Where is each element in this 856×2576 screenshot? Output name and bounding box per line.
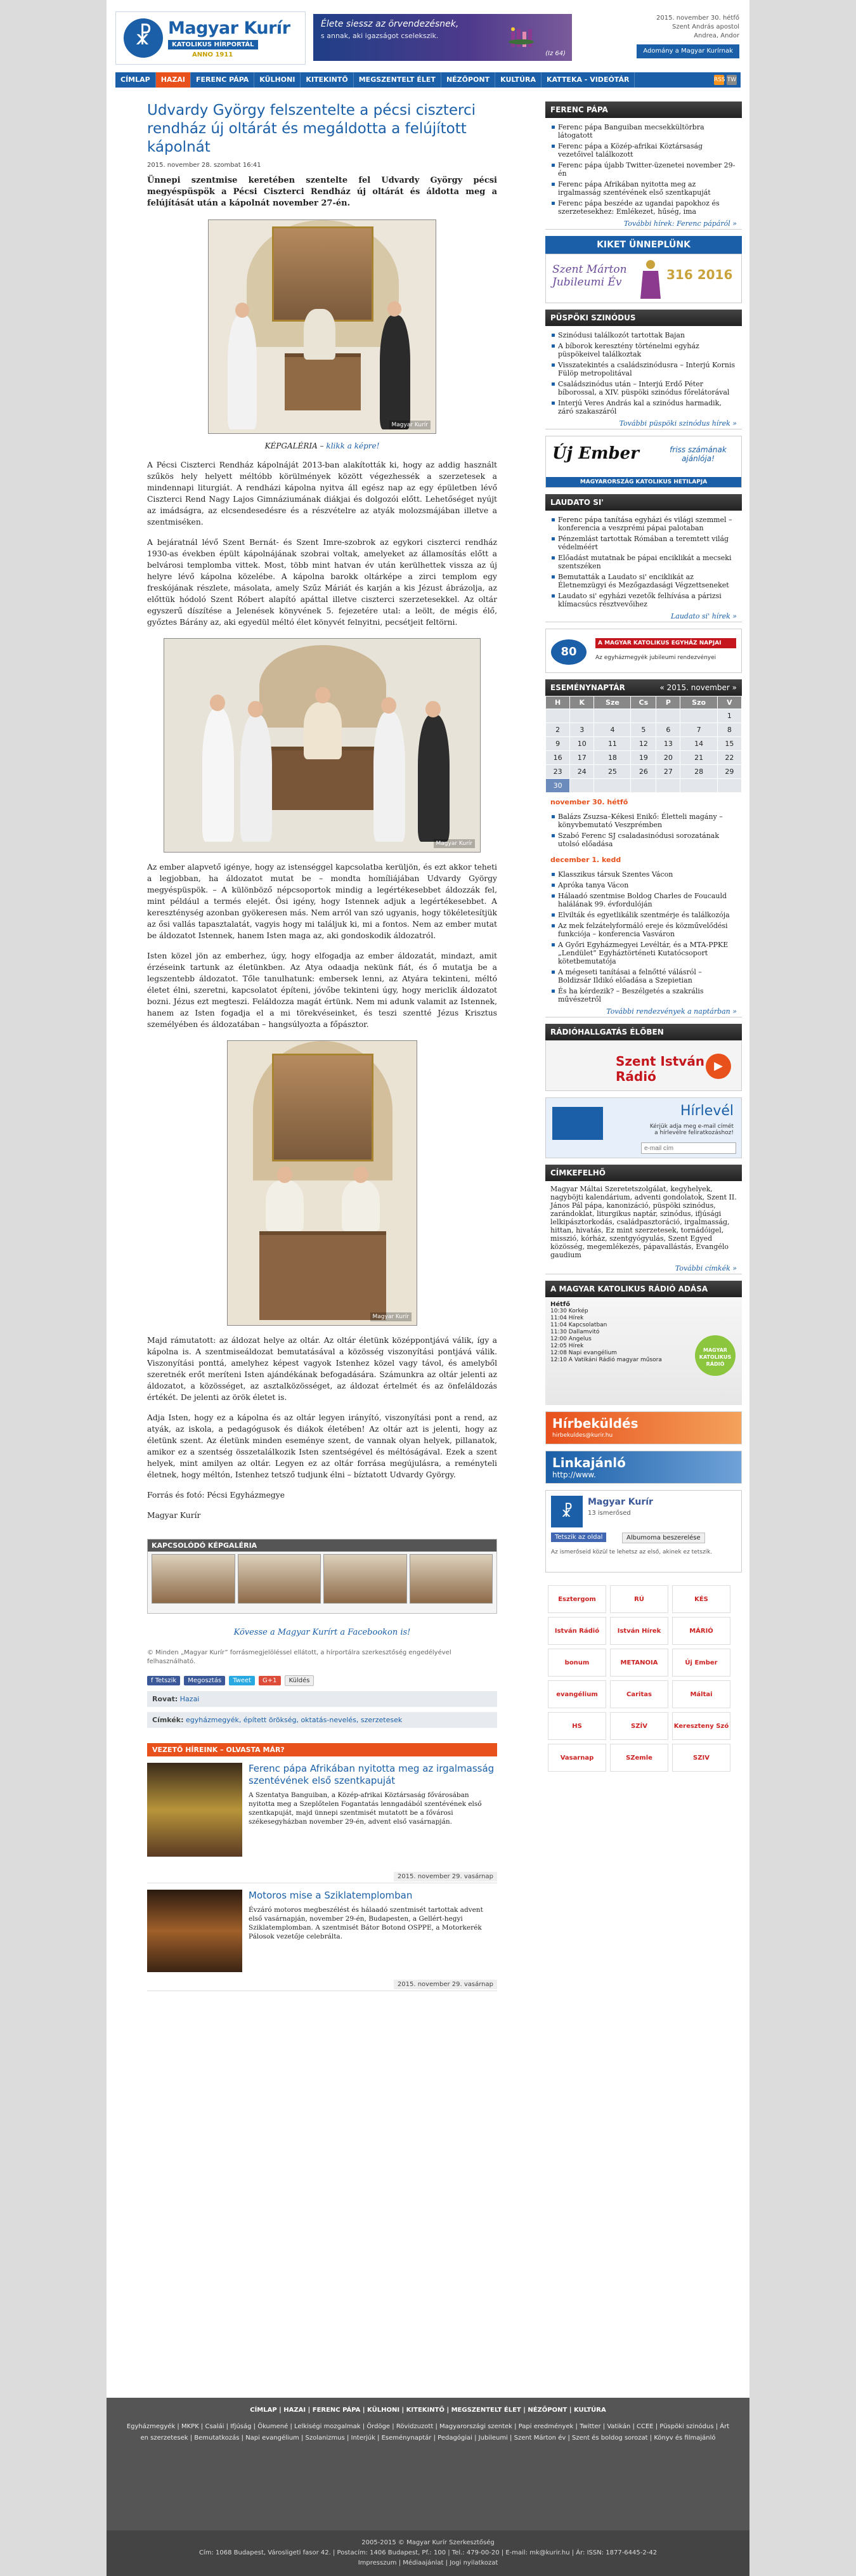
calendar-weekday: K: [570, 696, 594, 709]
share-bar: [147, 1675, 497, 1686]
event-calendar: [545, 679, 742, 1017]
link-recommend-url: http://www.: [552, 1470, 596, 1479]
partner-logo[interactable]: MÁRIÓ: [672, 1617, 730, 1645]
partner-logo[interactable]: bonum: [548, 1649, 606, 1677]
list-item[interactable]: Interjú Veres András kal a szinódus harmadik, záró szakaszáról: [550, 398, 737, 417]
laudato-list: [545, 511, 742, 611]
calendar-day[interactable]: 28: [680, 765, 717, 779]
newsletter-box: [545, 1097, 742, 1158]
partner-logo[interactable]: SZIV: [672, 1744, 730, 1772]
calendar-day[interactable]: 1: [717, 709, 741, 723]
rovat-box: [147, 1691, 497, 1707]
laudato-box: [545, 494, 742, 622]
chi-rho-icon: ☧: [124, 18, 163, 58]
list-item[interactable]: Előadást mutatnak be pápai enciklikát a mecseki szentszéken: [550, 552, 737, 572]
related-image[interactable]: [147, 1763, 242, 1857]
calendar-weekday: Szo: [680, 696, 717, 709]
article-photo-2[interactable]: [164, 638, 481, 853]
article-photo-3[interactable]: [227, 1040, 417, 1326]
calendar-day[interactable]: 18: [594, 751, 631, 765]
photo-watermark: Magyar Kurír: [434, 839, 475, 848]
list-item[interactable]: Bemutatták a Laudato si' enciklikát az Életnemzügyi és Mezőgazdasági Végzettseneket: [550, 572, 737, 591]
schedule-day: Hétfő: [550, 1301, 571, 1308]
newsletter-sub: Kérjük adja meg e-mail címét a hírlevélre feliratkozáshoz!: [649, 1123, 734, 1136]
fb-likes: 13 ismerősed: [588, 1510, 631, 1517]
calendar-day: [631, 709, 656, 723]
partner-logo[interactable]: SZemle: [610, 1744, 668, 1772]
calendar-day[interactable]: 5: [631, 723, 656, 737]
paragraph-2: A bejáratnál lévő Szent Bernát- és Szent Imre-szobrok az egykori ciszterci rendház 1930-as években épült kápolnájának szobrai voltak, amelyeket az államosítás előtt a belvárosi templomba vittek. Most, több mint hatvan év után kerülhettek vissza az új helyre lévő kápolna közelébe. A kápolna barokk oltárképe a zirci templom egy freskójának részlete, másolata, amely Szűz Máriát és karján a kis Jézust ábrázolja, az előttük hódoló Szent Róbert alapító apáttal illetve ciszterci szerzetesekkel. Az oltár egyszerű díszítése a Jelenések könyvének 5. fejezetére utal: a leölt, de mégis élő, győztes Bárány az, aki egyedül méltó élet könyvét felnyitni, pecsétjeit feltörni.: [147, 538, 497, 627]
partner-logo[interactable]: Kereszteny Szó: [672, 1712, 730, 1740]
calendar-day: [717, 779, 741, 793]
puspoki-box: [545, 310, 742, 429]
schedule-line: 11:30 Dallamvitó: [550, 1329, 600, 1335]
schedule-line: 10:30 Korkép: [550, 1308, 588, 1314]
article-column: [147, 101, 497, 1991]
event-day-heading: november 30. hétfő: [550, 798, 628, 806]
footer-copyright: 2005-2015 © Magyar Kurír Szerkesztőség: [361, 2539, 495, 2546]
event-item[interactable]: Elvilták és egyetlikálik szentmérje és találkozója: [550, 910, 737, 920]
event-item[interactable]: És ha kérdezik? – Beszélgetés a szakrális művészetről: [550, 986, 737, 1005]
partner-logo[interactable]: HS: [548, 1712, 606, 1740]
calendar-day[interactable]: 6: [656, 723, 680, 737]
more-link[interactable]: További címkék »: [545, 1263, 742, 1274]
partner-logo[interactable]: METANOIA: [610, 1649, 668, 1677]
fb-share-button[interactable]: Albumoma beszerelése: [622, 1533, 705, 1543]
article-source: Forrás és fotó: Pécsi Egyházmegye: [147, 1491, 285, 1500]
nav-item-hazai[interactable]: HAZAI: [156, 72, 191, 88]
schedule-line: 12:05 Hírek: [550, 1343, 584, 1349]
calendar-day[interactable]: 4: [594, 723, 631, 737]
fb-note: Az ismerőseid közül te lehetsz az első, akinek ez tetszik.: [551, 1549, 713, 1555]
gallery-thumb[interactable]: [238, 1554, 321, 1604]
nav-item-nezopont[interactable]: NÉZŐPONT: [441, 72, 495, 88]
nav-item-kultura[interactable]: KULTÚRA: [495, 72, 541, 88]
logo-anno: ANNO 1911: [192, 51, 233, 58]
calendar-day[interactable]: 15: [717, 737, 741, 751]
calendar-day: [570, 779, 594, 793]
event-item[interactable]: Az mek felzátelyformáló ereje és közművelődési funkciója – konferencia Vasváron: [550, 920, 737, 939]
calendar-day: [656, 779, 680, 793]
nav-feeds: [714, 72, 741, 88]
radio-schedule-box: [545, 1281, 742, 1405]
advent-candles-icon: [509, 20, 534, 49]
gallery-title: KAPCSOLÓDÓ KÉPGALÉRIA: [148, 1540, 496, 1552]
event-item[interactable]: A mégeseti tanításai a felnőtté válásról – Boldizsár Ildikó előadása a Szepietian: [550, 967, 737, 986]
partner-logo[interactable]: Caritas: [610, 1680, 668, 1708]
ferenc-list: [545, 118, 742, 218]
footer-nav[interactable]: CÍMLAP | HAZAI | FERENC PÁPA | KÜLHONI | KITEKINTŐ | MEGSZENTELT ÉLET | NÉZŐPONT | KULTÚRA: [250, 2407, 606, 2414]
calendar-day: [656, 709, 680, 723]
gallery-thumbs: [148, 1552, 496, 1606]
current-date: 2015. november 30. hétfő: [656, 15, 739, 22]
news-submit-title: Hírbeküldés: [552, 1416, 639, 1431]
paragraph-6: Adja Isten, hogy ez a kápolna és az oltár legyen irányító, viszonyítási pont a rend, az atyák, az iskola, a pedagógusok és diákok életében! Az oltár azt is jelenti, hogy az életünk szent. Az életünk minden eseménye szent, de vannak olyan helyek, pillanatok, amikor ez a szentség összetalálkozik Isten szentségével és méltóságával. Ezek a szent helyek, mint amilyen az oltár. Legyen ez az oltár forrása megújulásra, a reményteli életnek, hogy méltón, Istenhez tetsző tudjunk élni – bíztatott Udvardy György.: [147, 1413, 497, 1479]
nav-item-megszentelt-elet[interactable]: MEGSZENTELT ÉLET: [354, 72, 441, 88]
google-plus-button[interactable]: G+1: [259, 1676, 281, 1685]
calendar-day[interactable]: 20: [656, 751, 680, 765]
caption-link[interactable]: klikk a képre!: [326, 441, 380, 450]
box-title: CÍMKEFELHŐ: [545, 1165, 742, 1181]
banner-line2: s annak, aki igazságot cselekszik.: [321, 32, 439, 40]
newsletter-title: Hírlevél: [680, 1103, 734, 1119]
facebook-follow-link[interactable]: Kövesse a Magyar Kurírt a Facebookon is!: [233, 1628, 411, 1637]
event-item[interactable]: Szabó Ferenc SJ csaladasinódusi sorozatának utolsó előadása: [550, 830, 737, 849]
photo-watermark: Magyar Kurír: [370, 1312, 412, 1321]
donate-button[interactable]: Adomány a Magyar Kurírnak: [637, 44, 739, 58]
box-title: KIKET ÜNNEPLÜNK: [545, 236, 742, 254]
calendar-day[interactable]: 12: [631, 737, 656, 751]
related-title[interactable]: Ferenc pápa Afrikában nyitotta meg az irgalmasság szentévének első szentkapuját: [249, 1763, 495, 1786]
footer-links[interactable]: Egyházmegyék | MKPK | Csalái | Ifjúság | Ökumené | Lelkiségi mozgalmak | Ördöge | Rövidzuzott | Magyarországi szentek | Papi eredmények | Twitter | Vatikán | CCEE | Püspöki szinódus | Árt en szerzetesek | Bemutatkozás | Napi evangélium | Szolanizmus | Interjúk | Eseménynaptár | Pedagógiai | Jubileumi | Szent Márton év | Szent és boldog sorozat | Könyv és filmajánló: [126, 2423, 730, 2442]
calendar-day[interactable]: 16: [546, 751, 570, 765]
calendar-weekday: Cs: [631, 696, 656, 709]
list-item[interactable]: Ferenc pápa tanítása egyházi és világi szemmel – konferencia a veszprémi pápai palotaban: [550, 514, 737, 533]
box-title: FERENC PÁPA: [545, 101, 742, 118]
more-link[interactable]: További hírek: Ferenc pápáról »: [545, 218, 742, 230]
calendar-day[interactable]: 3: [570, 723, 594, 737]
calendar-day[interactable]: 27: [656, 765, 680, 779]
schedule-line: 11:04 Hírek: [550, 1315, 584, 1321]
article-date: 2015. november 28. szombat 16:41: [147, 162, 261, 169]
ad-number: 80: [551, 639, 587, 665]
gallery-thumb[interactable]: [323, 1554, 407, 1604]
event-day-heading: december 1. kedd: [550, 856, 621, 864]
fb-avatar[interactable]: ☧: [551, 1496, 583, 1527]
related-desc: Évzáró motoros megbeszélést és hálaadó szentmisét tartottak advent első vasárnapján, november 29-én, Budapesten, a Gellért-hegyi Sziklatemplomban. A szentmisét Bátor Botond OSPPE, a Motorkerék Pálosok vezetője celebrálta.: [249, 1906, 483, 1940]
calendar-header: [545, 679, 742, 696]
list-item[interactable]: Pénzemlást tartottak Rómában a teremtett világ védelméért: [550, 533, 737, 552]
related-desc: A Szentatya Banguiban, a Közép-afrikai Köztársaság fővárosában nyitotta meg a Szeplőtelen Fogantatás lenngadából szentévének első szentkapuját, majd ünnepi szentmisét mutatott be a fővárosi székesegyházban november 29-én, advent első vasárnapján.: [249, 1791, 482, 1826]
content-wrapper: [107, 0, 749, 2398]
event-item[interactable]: A Győri Egyházmegyei Levéltár, és a MTA-PPKE „Lendület” Egyháztörténeti Kutatócsoport kötetbemutatója: [550, 939, 737, 967]
footer-bottom: [107, 2530, 749, 2576]
puspoki-list: [545, 326, 742, 418]
main-nav: [115, 72, 741, 88]
calendar-day[interactable]: 13: [656, 737, 680, 751]
calendar-day[interactable]: 30: [546, 779, 570, 793]
article-title: Udvardy György felszentelte a pécsi ciszterci rendház új oltárát és megáldotta a felújított kápolnát: [147, 102, 476, 155]
newsletter-email-input[interactable]: [641, 1142, 736, 1154]
list-item[interactable]: Ferenc pápa Banguiban mecsekkültörbra látogatott: [550, 122, 737, 141]
radio-player[interactable]: [545, 1040, 742, 1091]
schedule-line: 12:00 Angelus: [550, 1336, 592, 1342]
news-submit-email: hirbekuldes@kurir.hu: [552, 1432, 613, 1439]
banner-text: Szent Márton Jubileumi Év: [552, 263, 627, 289]
more-link[interactable]: További rendezvények a naptárban »: [545, 1006, 742, 1017]
ad-sub: Az egyházmegyék jubileumi rendezvényei: [595, 655, 717, 661]
more-link[interactable]: Laudato si' hírek »: [545, 611, 742, 622]
calendar-day[interactable]: 17: [570, 751, 594, 765]
nav-item-kulhoni[interactable]: KÜLHONI: [254, 72, 301, 88]
schedule-line: 12:08 Napi evangélium: [550, 1350, 617, 1356]
site-logo[interactable]: [115, 11, 306, 65]
event-item[interactable]: Klasszikus társuk Szentes Vácon: [550, 869, 737, 880]
nav-item-ferenc-papa[interactable]: FERENC PÁPA: [191, 72, 254, 88]
nav-item-kitekinto[interactable]: KITEKINTŐ: [301, 72, 353, 88]
calendar-day[interactable]: 2: [546, 723, 570, 737]
rss-icon[interactable]: RSS: [714, 75, 724, 85]
calendar-grid: [545, 696, 742, 793]
list-item[interactable]: Szinódusi találkozót tartottak Bajan: [550, 330, 737, 341]
footer-impressum[interactable]: Impresszum | Médiaajánlat | Jogi nyilatkozat: [358, 2560, 498, 2566]
related-gallery: [147, 1539, 497, 1614]
calendar-day[interactable]: 14: [680, 737, 717, 751]
facebook-widget: [545, 1490, 742, 1572]
fb-like-button[interactable]: Tetszik az oldal: [551, 1533, 606, 1542]
rovat-link[interactable]: Hazai: [179, 1695, 200, 1703]
partner-logo[interactable]: Esztergom: [548, 1585, 606, 1613]
calendar-day[interactable]: 24: [570, 765, 594, 779]
nav-item-cimlap[interactable]: CÍMLAP: [115, 72, 156, 88]
ad-text: A MAGYAR KATOLIKUS EGYHÁZ NAPJAI: [595, 638, 736, 648]
list-item[interactable]: Ferenc pápa újabb Twitter-üzenetei november 29-én: [550, 160, 737, 179]
calendar-title: ESEMÉNYNAPTÁR: [550, 683, 625, 692]
caption-text: KÉPGALÉRIA –: [264, 441, 327, 450]
szent-marton-banner[interactable]: [545, 254, 742, 303]
event-item[interactable]: Balázs Zsuzsa–Kékesi Enikő: Életteli magány – könyvbemutató Veszprémben: [550, 811, 737, 830]
ujember-name: Új Ember: [552, 444, 639, 463]
calendar-day: [594, 709, 631, 723]
list-item[interactable]: Laudato si' egyházi vezetők felhívása a párizsi klímacsúcs résztvevőihez: [550, 591, 737, 610]
logo-name: Magyar Kurír: [168, 18, 290, 38]
banner-ref: (Iz 64): [545, 50, 566, 57]
related-title[interactable]: Motoros mise a Sziklatemplomban: [249, 1890, 413, 1901]
list-item[interactable]: Ferenc pápa Afrikában nyitotta meg az irgalmasság szentévének első szentkapuját: [550, 179, 737, 198]
paragraph-5: Majd rámutatott: az áldozat helye az oltár. Az oltár életünk középpontjává válik, így a kápolna is. A szentmiseáldozat bemutatásával a közösség viszonyítási pontjává válik. Viszonyítási ponttá, amelyhez képest vagyok Istenhez közel vagy távol, és amelyből szeretnék erőt meríteni Isten ajándékának befogadására. Számunkra az oltár jelenti az áldozatot, a közösséget, az asztalközösséget, az áldozat értelmét és az önfeláldozás értékét. De jelenti az örök életet is.: [147, 1336, 497, 1402]
calendar-day[interactable]: 19: [631, 751, 656, 765]
radio-name: Szent István Rádió: [616, 1054, 705, 1084]
ferenc-papa-box: [545, 101, 742, 230]
date-info: [637, 14, 739, 58]
calendar-day[interactable]: 9: [546, 737, 570, 751]
related-date: 2015. november 29. vasárnap: [394, 1980, 497, 1989]
list-item[interactable]: A bíborok keresztény történelmi egyház püspökeivel találkoztak: [550, 341, 737, 360]
more-link[interactable]: További püspöki szinódus hírek »: [545, 418, 742, 429]
paragraph-3: Az ember alapvető igénye, hogy az istenséggel kapcsolatba kerüljön, és ezt akkor teheti a legjobban, ha áldozatot mutat be – mondta homíliájában Udvardy György megyéspüspök. – A különböző népcsoportok mindig a legértékesebbet áldozzák fel, mint például a termés elejét. Ősi igény, hogy Istennek adjuk a legértékesebbet. A kereszténység azonban gyökeresen más. Nem arról van szó ugyanis, hogy tökéletesítjük az ősi vallás tapasztalatát, vagyis hogy mi találjuk ki, mi a fontos. Nem az ember mutat be áldozatot Istennek, hanem Isten maga az, aki gondoskodik áldozatról.: [147, 863, 497, 940]
event-item[interactable]: Apróka tanya Vácon: [550, 880, 737, 891]
ujember-sub: friss számának ajánlója!: [670, 445, 727, 463]
paragraph-4: Isten közel jön az emberhez, úgy, hogy elfogadja az ember áldozatát, mindazt, amit érzéseink tartunk az életünkben. Az Atya odaadja nekünk fiát, és ő mutatja be a legszentebb áldozatot. Tőle tanulhatunk: embersek lenni, az Atyára tekinteni, méltó életet élni, szeretni, kapcsolatot építeni, jóvőbe tekinteni úgy, hogy mericlik áldozatot bozni. Jézus ezt megteszi. Feláldozza magát értünk. Nem mi adunk valamit az Istennek, hanem az Isten fogadja el a mi törekvéseinket, és teszi szentté Jézus Krisztus személyében és áldozatában – hangsúlyozta a főpásztor.: [147, 951, 497, 1029]
radio-schedule: [545, 1297, 742, 1405]
rovat-label: Rovat:: [152, 1695, 178, 1703]
footer-address: Cím: 1068 Budapest, Városligeti fasor 42. | Postacím: 1406 Budapest, Pf.: 100 | Tel.: 479-00-20 | E-mail: mk@kurir.hu | Ár: ISSN: 1877-6445-2-42: [198, 2549, 658, 2556]
name-day: Szent András apostol: [672, 23, 739, 30]
calendar-day: [680, 779, 717, 793]
calendar-weekday: H: [546, 696, 570, 709]
calendar-day: [631, 779, 656, 793]
partner-logo[interactable]: Új Ember: [672, 1649, 730, 1677]
partner-logo[interactable]: evangélium: [548, 1680, 606, 1708]
advent-banner[interactable]: [313, 14, 572, 61]
copyright-note: © Minden „Magyar Kurír” forrásmegjelöléssel ellátott, a hírportálra szerkesztőség engedélyével felhasználható.: [147, 1649, 451, 1665]
box-title: RÁDIÓHALLGATÁS ÉLŐBEN: [545, 1024, 742, 1040]
partner-logo[interactable]: István Hírek: [610, 1617, 668, 1645]
sidebar: [545, 101, 742, 1778]
calendar-day: [680, 709, 717, 723]
calendar-weekday: Sze: [594, 696, 631, 709]
article-lead: Ünnepi szentmise keretében szentelte fel Udvardy György pécsi megyéspüspök a Pécsi Ciszterci Rendház új oltárát és áldotta meg a felújítását után a kápolnát november 27-én.: [147, 176, 497, 208]
site-header: [107, 0, 749, 71]
radio-badge[interactable]: MAGYAR KATOLIKUS RÁDIÓ: [695, 1335, 736, 1376]
ad-banner[interactable]: [545, 629, 742, 673]
partner-logos: [545, 1579, 742, 1778]
calendar-day: [570, 709, 594, 723]
partner-logo[interactable]: KÉS: [672, 1585, 730, 1613]
tags-label: Címkék:: [152, 1716, 184, 1724]
related-header: VEZETŐ HÍREINK – OLVASTA MÁR?: [147, 1743, 497, 1756]
related-image[interactable]: [147, 1890, 242, 1972]
article-photo-1[interactable]: [208, 219, 436, 434]
event-list: [545, 865, 742, 1006]
related-item[interactable]: [147, 1756, 497, 1883]
gallery-caption[interactable]: [147, 441, 497, 450]
tag-cloud[interactable]: Magyar Máltai Szeretetszolgálat, kegyhelyek, nagyböjti kalendárium, adventi gondolatok, Szent II. János Pál pápa, kanonizáció, püspöki szinódus, zarándoklat, liturgikus naptár, szinódus, ifjúsági lelkipásztorkodás, családpasztoráció, irgalmasság, hittan, hivatás, Ez mint szerzetesek, tornádóigel, misszió, kórház, szentgyógyulás, Szent Egyed közösség, megemlékezés, pápavallástás, Evangélo gaudium: [550, 1185, 737, 1259]
tag-cloud-box: [545, 1165, 742, 1274]
related-news: [147, 1743, 497, 1991]
name-day-2: Andrea, Andor: [694, 32, 739, 39]
calendar-day[interactable]: 23: [546, 765, 570, 779]
list-item[interactable]: Ferenc pápa beszéde az ugandai papokhoz és szerzetesekhez: Emlékezet, hűség, ima: [550, 198, 737, 217]
kiket-box: [545, 236, 742, 303]
box-title: A MAGYAR KATOLIKUS RÁDIÓ ADÁSA: [545, 1281, 742, 1297]
related-date: 2015. november 29. vasárnap: [394, 1872, 497, 1881]
calendar-day: [594, 779, 631, 793]
partner-logo[interactable]: István Rádió: [548, 1617, 606, 1645]
partner-logo[interactable]: Máltai: [672, 1680, 730, 1708]
link-recommend-title: Linkajánló: [552, 1455, 626, 1470]
partner-logo[interactable]: RÚ: [610, 1585, 668, 1613]
paragraph-1: A Pécsi Ciszterci Rendház kápolnáját 2013-ban alakították ki, hogy az addig használt szűkös hely helyett méltóbb körülmények között végezhessék a szerzetesek a mindennapi liturgiát. A rendházi kápolna nyitva áll egész nap az egy épületben lévő Ciszterci Rend Nagy Lajos Gimnáziumának diákjai és dolgozói előtt. Lehetőséget nyújt az imádságra, az elcsendesedésre és a részvételre az atyák molozsmájában illetve a szentmiséken.: [147, 461, 497, 526]
box-title: LAUDATO SI': [545, 494, 742, 511]
radio-live-box: [545, 1024, 742, 1091]
calendar-day: [546, 709, 570, 723]
calendar-weekday: V: [717, 696, 741, 709]
calendar-day[interactable]: 21: [680, 751, 717, 765]
martin-figure-icon: [638, 258, 663, 300]
calendar-day[interactable]: 11: [594, 737, 631, 751]
calendar-day[interactable]: 22: [717, 751, 741, 765]
facebook-share-button[interactable]: Megosztás: [184, 1676, 225, 1685]
calendar-day[interactable]: 10: [570, 737, 594, 751]
play-icon[interactable]: ▶: [706, 1054, 731, 1079]
photo-watermark: Magyar Kurír: [389, 421, 431, 429]
tweet-button[interactable]: Tweet: [229, 1676, 255, 1685]
ujember-tag: MAGYARORSZÁG KATOLIKUS HETILAPJA: [546, 477, 741, 487]
list-item[interactable]: Visszatekintés a családszinódusra – Interjú Kornis Fülöp metropolitával: [550, 360, 737, 379]
event-list: [545, 807, 742, 851]
link-recommend-banner[interactable]: [545, 1451, 742, 1484]
envelope-icon: [552, 1107, 603, 1140]
banner-years: 316 2016: [666, 267, 733, 282]
schedule-line: 12:10 A Vatikáni Rádió magyar műsora: [550, 1357, 662, 1363]
calendar-weekday: P: [656, 696, 680, 709]
banner-line1: Élete siessz az örvendezésnek,: [321, 19, 459, 29]
news-submit-banner[interactable]: [545, 1411, 742, 1444]
related-item[interactable]: [147, 1883, 497, 1991]
calendar-day[interactable]: 29: [717, 765, 741, 779]
box-title: PÜSPÖKI SZINÓDUS: [545, 310, 742, 326]
calendar-day[interactable]: 7: [680, 723, 717, 737]
event-item[interactable]: Hálaadó szentmise Boldog Charles de Foucauld halálának 99. évfordulóján: [550, 891, 737, 910]
schedule-line: 11:04 Kapcsolatban: [550, 1322, 607, 1328]
send-button[interactable]: Küldés: [285, 1675, 315, 1686]
logo-subtitle: KATOLIKUS HÍRPORTÁL: [168, 40, 258, 49]
fb-page-name[interactable]: Magyar Kurír: [588, 1497, 653, 1507]
site-footer: [107, 2398, 749, 2576]
calendar-day[interactable]: 26: [631, 765, 656, 779]
partner-logo[interactable]: SZÍV: [610, 1712, 668, 1740]
calendar-day[interactable]: 25: [594, 765, 631, 779]
calendar-day[interactable]: 8: [717, 723, 741, 737]
nav-item-katteka[interactable]: KATTEKA - VIDEÓTÁR: [541, 72, 635, 88]
gallery-thumb[interactable]: [152, 1554, 235, 1604]
list-item[interactable]: Családszinódus után – Interjú Erdő Péter bíborossal, a XIV. püspöki szinódus főrelátorával: [550, 379, 737, 398]
partner-logo[interactable]: Vasarnap: [548, 1744, 606, 1772]
article-author: Magyar Kurír: [147, 1511, 201, 1520]
calendar-month-nav[interactable]: « 2015. november »: [659, 683, 737, 692]
twitter-icon[interactable]: TW: [727, 75, 737, 85]
facebook-like-button[interactable]: f Tetszik: [147, 1676, 180, 1685]
ujember-banner[interactable]: [545, 436, 742, 488]
gallery-thumb[interactable]: [410, 1554, 493, 1604]
tags-box: [147, 1712, 497, 1728]
list-item[interactable]: Ferenc pápa a Közép-afrikai Köztársaság vezetőivel találkozott: [550, 141, 737, 160]
tags-links[interactable]: egyházmegyék, épített örökség, oktatás-nevelés, szerzetesek: [186, 1716, 403, 1724]
